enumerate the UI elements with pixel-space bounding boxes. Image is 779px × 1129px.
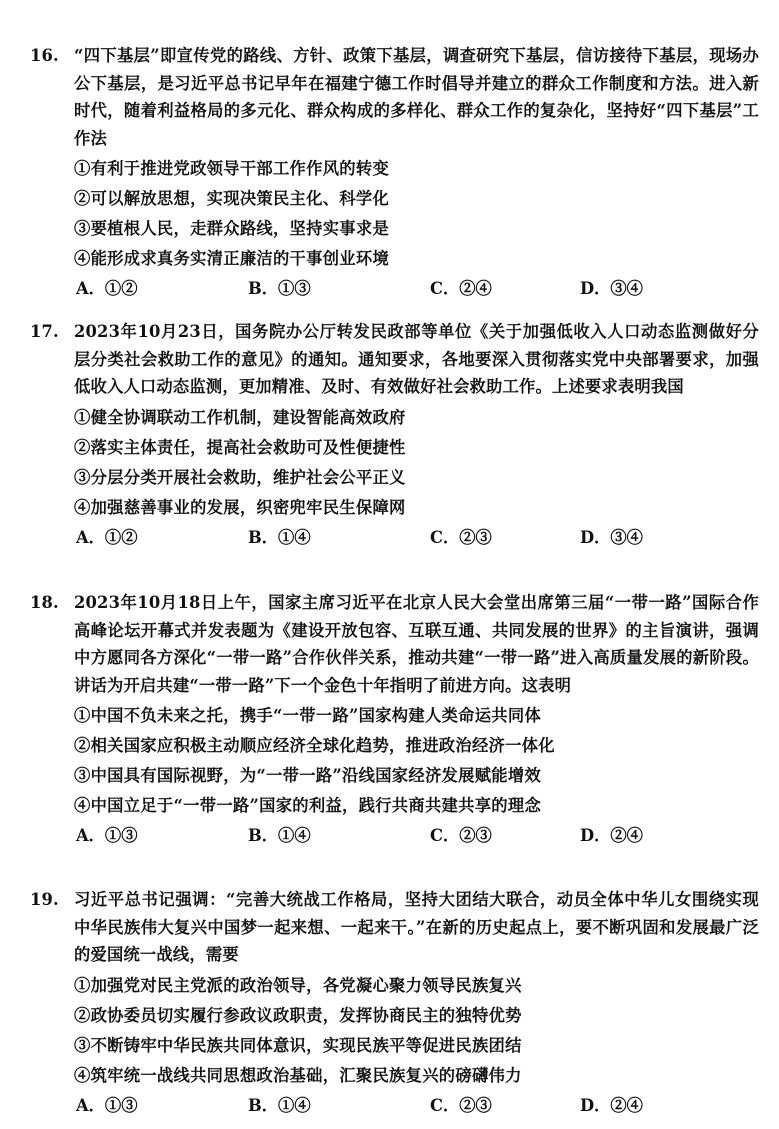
question-stem <box>0 886 779 969</box>
question-number: 17. <box>30 322 59 341</box>
question-stem <box>0 42 779 152</box>
option-item: ③不断铸牢中华民族共同体意识，实现民族平等促进民族团结 <box>74 1035 522 1055</box>
option-item: ④加强慈善事业的发展，织密兜牢民生保障网 <box>74 497 406 517</box>
stem-text: “四下基层”即宣传党的路线、方针、政策下基层，调查研究下基层，信访接待下基层，现场办公下基层，是习近平总书记早年在福建宁德工作时倡导并建立的群众工作制度和方法。进入新时代，随着利益格局的多元化、群众构成的多样化、群众工作的复杂化，坚持好“四下基层”工作法 <box>74 46 759 148</box>
choice-d: D．②④ <box>580 1095 643 1115</box>
option-item: ④中国立足于“一带一路”国家的利益，践行共商共建共享的理念 <box>74 796 542 815</box>
choice-a: A．①③ <box>76 826 138 845</box>
choice-b: B．①③ <box>248 279 311 298</box>
question-stem <box>0 589 779 699</box>
question-number: 18. <box>30 593 59 612</box>
stem-text: 习近平总书记强调：“完善大统战工作格局，坚持大团结大联合，动员全体中华儿女围绕实现中华民族伟大复兴中国梦一起来想、一起来干。”在新的历史起点上，要不断巩固和发展最广泛的爱国统一战线，需要 <box>74 890 759 964</box>
option-item: ③分层分类开展社会救助，维护社会公平正义 <box>74 467 406 487</box>
choice-d: D．③④ <box>580 527 643 547</box>
option-item: ④能形成求真务实清正廉洁的干事创业环境 <box>74 249 390 268</box>
question-number: 16. <box>30 46 59 65</box>
option-item: ③要植根人民，走群众路线，坚持实事求是 <box>74 219 390 238</box>
answer-choices <box>0 523 779 553</box>
option-item: ②政协委员切实履行参政议政职责，发挥协商民主的独特优势 <box>74 1005 522 1025</box>
choice-c: C．②④ <box>430 279 492 298</box>
choice-b: B．①④ <box>248 527 311 547</box>
choice-c: C．②③ <box>430 527 492 547</box>
choice-a: A．①② <box>76 279 138 298</box>
choice-a: A．①② <box>76 527 138 547</box>
choice-b: B．①④ <box>248 1095 311 1115</box>
option-item: ②可以解放思想，实现决策民主化、科学化 <box>74 189 390 208</box>
answer-choices <box>0 274 779 304</box>
question-18 <box>0 589 779 851</box>
choice-d: D．③④ <box>580 279 643 298</box>
option-item: ①健全协调联动工作机制，建设智能高效政府 <box>74 407 406 427</box>
question-17 <box>0 318 779 553</box>
choice-c: C．②③ <box>430 826 492 845</box>
option-item: ②落实主体责任，提高社会救助可及性便捷性 <box>74 437 406 457</box>
answer-choices <box>0 1091 779 1121</box>
question-19 <box>0 886 779 1121</box>
option-list <box>0 154 779 274</box>
option-list <box>0 701 779 821</box>
option-item: ④筑牢统一战线共同思想政治基础，汇聚民族复兴的磅礴伟力 <box>74 1065 522 1085</box>
option-item: ②相关国家应积极主动顺应经济全球化趋势，推进政治经济一体化 <box>74 736 555 755</box>
choice-a: A．①③ <box>76 1095 138 1115</box>
choice-d: D．②④ <box>580 826 643 845</box>
question-16 <box>0 42 779 304</box>
option-list <box>0 403 779 523</box>
answer-choices <box>0 821 779 851</box>
option-item: ①中国不负未来之托，携手“一带一路”国家构建人类命运共同体 <box>74 706 542 725</box>
question-stem <box>0 318 779 401</box>
option-list <box>0 971 779 1091</box>
choice-b: B．①④ <box>248 826 311 845</box>
option-item: ①有利于推进党政领导干部工作作风的转变 <box>74 159 390 178</box>
choice-c: C．②③ <box>430 1095 492 1115</box>
question-number: 19. <box>30 890 59 909</box>
option-item: ③中国具有国际视野，为“一带一路”沿线国家经济发展赋能增效 <box>74 766 542 785</box>
option-item: ①加强党对民主党派的政治领导，各党凝心聚力领导民族复兴 <box>74 975 522 995</box>
stem-text: 2023年10月18日上午，国家主席习近平在北京人民大会堂出席第三届“一带一路”国际合作高峰论坛开幕式并发表题为《建设开放包容、互联互通、共同发展的世界》的主旨演讲，强调中方愿同各方深化“一带一路”合作伙伴关系，推动共建“一带一路”进入高质量发展的新阶段。讲话为开启共建“一带一路”下一个金色十年指明了前进方向。这表明 <box>74 593 759 695</box>
stem-text: 2023年10月23日，国务院办公厅转发民政部等单位《关于加强低收入人口动态监测做好分层分类社会救助工作的意见》的通知。通知要求，各地要深入贯彻落实党中央部署要求，加强低收入人口动态监测，更加精准、及时、有效做好社会救助工作。上述要求表明我国 <box>74 322 759 396</box>
